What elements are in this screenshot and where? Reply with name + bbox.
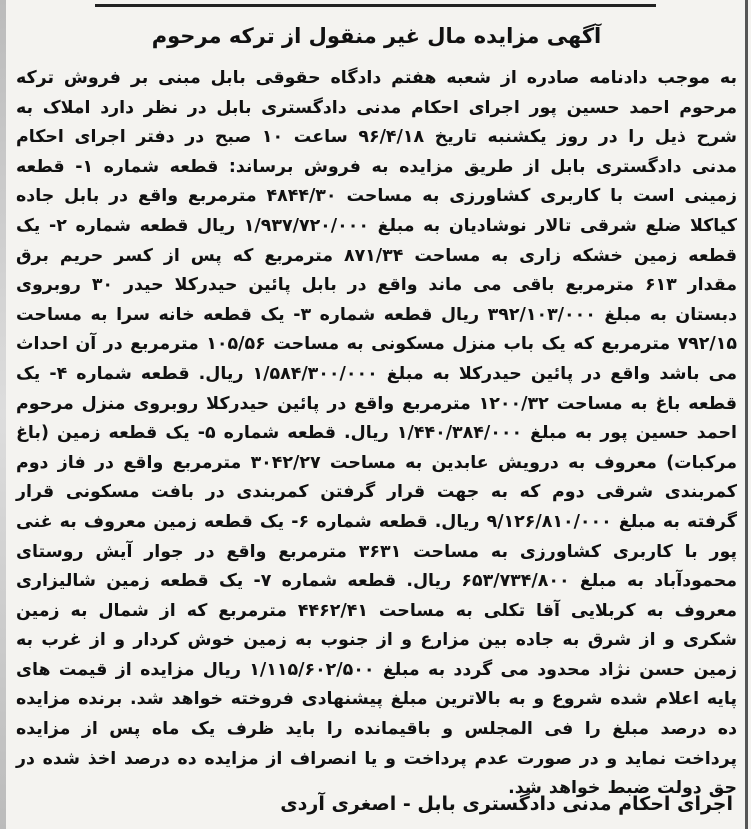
- notice-body: به موجب دادنامه صادره از شعبه هفتم دادگاه حقوقی بابل مبنی بر فروش ترکه مرحوم احمد حسین پور اجرای احکام مدنی دادگستری بابل در نظر دارد املاک به شرح ذیل را در روز یکشنبه تاریخ ۹۶/۴/۱۸ ساعت ۱۰ صبح در دفتر اجرای احکام مدنی دادگستری بابل از طریق مزایده به فروش برساند: قطعه شماره ۱- قطعه زمینی است با کاربری کشاورزی به مساحت ۴۸۴۴/۳۰ مترمربع واقع در بابل جاده کیاکلا ضلع شرقی تالار نوشادیان به مبلغ ۱/۹۳۷/۷۲۰/۰۰۰ ریال قطعه شماره ۲- یک قطعه زمین خشکه زاری به مساحت ۸۷۱/۳۴ مترمربع که پس از کسر حریم برق مقدار ۶۱۳ مترمربع باقی می ماند واقع در بابل پائین حیدرکلا حیدر ۳۰ روبروی دبستان به مبلغ ۳۹۲/۱۰۳/۰۰۰ ریال قطعه شماره ۳- یک قطعه خانه سرا به مساحت ۷۹۲/۱۵ مترمربع که یک باب منزل مسکونی به مساحت ۱۰۵/۵۶ مترمربع در آن احداث می باشد واقع در پائین حیدرکلا به مبلغ ۱/۵۸۴/۳۰۰/۰۰۰ ریال. قطعه شماره ۴- یک قطعه باغ به مساحت ۱۲۰۰/۳۲ مترمربع واقع در پائین حیدرکلا روبروی منزل مرحوم احمد حسین پور به مبلغ ۱/۴۴۰/۳۸۴/۰۰۰ ریال. قطعه شماره ۵- یک قطعه زمین (باغ مرکبات) معروف به درویش عابدین به مساحت ۳۰۴۲/۲۷ مترمربع واقع در فاز دوم کمربندی شرقی دوم که به جهت قرار گرفتن کمربندی در بافت مسکونی قرار گرفته به مبلغ ۹/۱۲۶/۸۱۰/۰۰۰ ریال. قطعه شماره ۶- یک قطعه زمین معروف به غنی پور با کاربری کشاورزی به مساحت ۳۶۳۱ مترمربع واقع در جوار آیش روستای محمودآباد به مبلغ ۶۵۳/۷۳۴/۸۰۰ ریال. قطعه شماره ۷- یک قطعه زمین شالیزاری معروف به کربلایی آقا تکلی به مساحت ۴۴۶۲/۴۱ مترمربع که از شمال به زمین شکری و از شرق به جاده بین مزارع و از جنوب به زمین خوش کردار و از غرب به زمین حسن نژاد محدود می گردد به مبلغ ۱/۱۱۵/۶۰۲/۵۰۰ ریال مزایده از قیمت های پایه اعلام شده شروع و به بالاترین مبلغ پیشنهادی فروخته خواهد شد. برنده مزایده ده درصد مبلغ را فی المجلس و باقیمانده را باید ظرف یک ماه پس از مزایده پرداخت نماید و در صورت عدم پرداخت و یا انصراف از مزایده ده درصد اخذ شده در حق دولت ضبط خواهد شد.: [16, 68, 738, 799]
- notice-signature: اجرای احکام مدنی دادگستری بابل - اصغری آردی: [280, 793, 733, 815]
- left-edge-shadow: [0, 0, 6, 829]
- top-border-rule: [95, 4, 656, 7]
- notice-title: آگهی مزایده مال غیر منقول از ترکه مرحوم: [151, 24, 602, 48]
- right-border-rule: [745, 0, 748, 829]
